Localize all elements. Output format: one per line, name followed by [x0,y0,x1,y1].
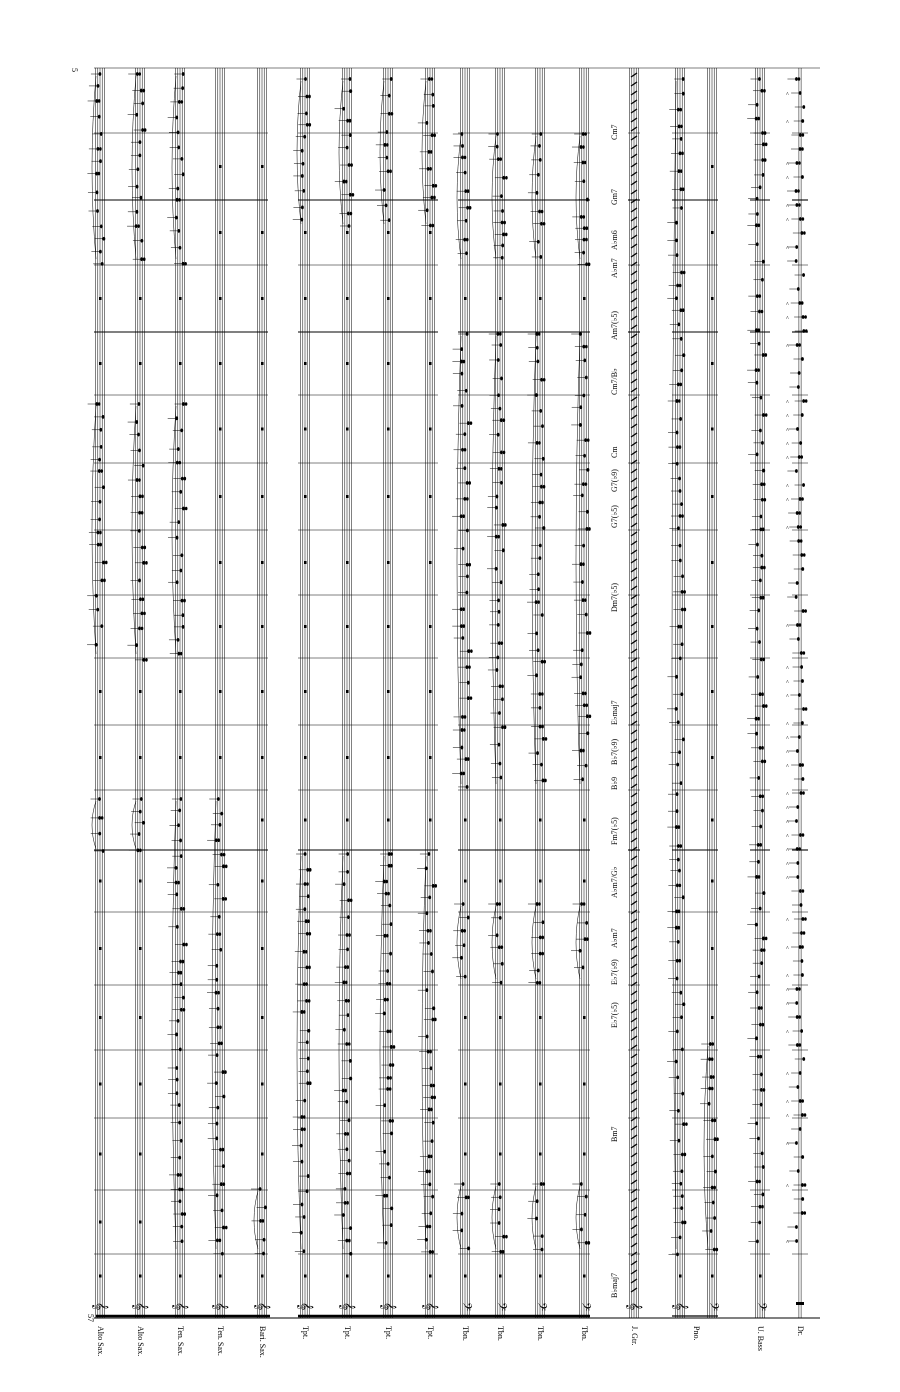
svg-text:^: ^ [786,764,789,770]
svg-text:^: ^ [786,792,789,798]
instrument-label: Tpt. [384,1326,393,1340]
svg-text:^: ^ [786,806,789,812]
svg-text:^: ^ [786,666,789,672]
svg-text:𝄞: 𝄞 [297,1302,313,1311]
svg-text:𝄞: 𝄞 [380,1302,396,1311]
staves [96,68,802,1318]
svg-text:^: ^ [786,414,789,420]
svg-text:^: ^ [786,428,789,434]
svg-text:𝄞: 𝄞 [212,1302,228,1311]
svg-text:𝄞: 𝄞 [626,1302,642,1311]
svg-text:^: ^ [786,120,789,126]
svg-text:𝄞: 𝄞 [132,1302,148,1311]
chord-symbol: Cm [610,446,619,458]
svg-text:^: ^ [786,1100,789,1106]
svg-text:^: ^ [786,400,789,406]
instrument-label: J. Gtr. [630,1326,639,1346]
svg-text:^: ^ [786,526,789,532]
chord-symbol: G7(♭5) [610,505,619,528]
chord-symbol: E♭maj7 [610,700,619,725]
instrument-label: Alto Sax. [136,1326,145,1357]
svg-text:𝄢: 𝄢 [752,1302,768,1312]
svg-text:^: ^ [786,848,789,854]
svg-text:^: ^ [786,1184,789,1190]
instrument-label: Tpt. [343,1326,352,1340]
svg-text:𝄞: 𝄞 [339,1302,355,1311]
measure-number: 57 [86,1314,95,1322]
instrument-label: Ten. Sax. [176,1326,185,1356]
chord-symbol: Bm7 [610,1126,619,1142]
svg-text:^: ^ [786,834,789,840]
svg-text:^: ^ [786,722,789,728]
svg-text:^: ^ [786,162,789,168]
instrument-label: Bari. Sax. [258,1326,267,1358]
svg-text:^: ^ [786,1030,789,1036]
svg-text:𝄢: 𝄢 [492,1302,508,1312]
chord-symbol: B♭7(♭9) [610,738,619,765]
svg-text:^: ^ [786,1072,789,1078]
svg-text:^: ^ [786,624,789,630]
notation-marks [87,72,808,1311]
svg-text:^: ^ [786,736,789,742]
staff [461,68,470,1318]
svg-text:^: ^ [786,876,789,882]
svg-text:𝄞: 𝄞 [254,1302,270,1311]
instrument-label: Tpt. [301,1326,310,1340]
svg-text:^: ^ [786,1002,789,1008]
chord-symbol: G7(♭9) [610,469,619,492]
svg-text:^: ^ [786,246,789,252]
svg-text:𝄢: 𝄢 [457,1302,473,1312]
chord-symbol: E♭7(♭5) [610,1002,619,1028]
barlines [94,133,808,1254]
svg-text:^: ^ [786,204,789,210]
chord-symbol: Dm7(♭5) [610,582,619,612]
svg-text:^: ^ [786,1114,789,1120]
page-number: 5 [70,68,79,72]
svg-text:𝄞: 𝄞 [422,1302,438,1311]
svg-text:^: ^ [786,946,789,952]
svg-text:^: ^ [786,974,789,980]
staff [496,68,505,1318]
instrument-label: Tbn. [580,1326,589,1341]
chord-symbol: B♭9 [610,776,619,790]
svg-text:^: ^ [786,988,789,994]
svg-text:^: ^ [786,484,789,490]
svg-text:^: ^ [786,498,789,504]
chord-symbol: A♭m7 [610,258,619,278]
instrument-label: Tbn. [496,1326,505,1341]
svg-text:^: ^ [786,862,789,868]
chord-symbol: E♭7(♭9) [610,959,619,985]
svg-text:𝄞: 𝄞 [92,1302,108,1311]
chord-symbol: Cm7 [610,124,619,140]
svg-text:^: ^ [786,456,789,462]
svg-text:^: ^ [786,694,789,700]
instrument-label: Dr. [796,1326,805,1336]
chord-symbol: A♭m7 [610,928,619,948]
instrument-label: Tpt. [426,1326,435,1340]
chord-symbol: Cm7/B♭ [610,368,619,395]
svg-text:^: ^ [786,918,789,924]
svg-text:^: ^ [786,176,789,182]
chord-symbol: Fm7(♭5) [610,817,619,845]
svg-text:^: ^ [786,92,789,98]
instrument-label: Tbn. [461,1326,470,1341]
chord-symbol: A♭m7/G♭ [610,866,619,898]
svg-text:^: ^ [786,442,789,448]
svg-text:^: ^ [786,680,789,686]
svg-text:^: ^ [786,302,789,308]
instrument-label: Ten. Sax. [216,1326,225,1356]
svg-text:^: ^ [786,344,789,350]
chord-symbol: B♭maj7 [610,1272,619,1298]
svg-text:^: ^ [786,1240,789,1246]
chord-symbol: Am7(♭5) [610,310,619,340]
instrument-label: Tbn. [536,1326,545,1341]
instrument-label: Pno. [692,1326,701,1341]
chord-symbol: A♭m6 [610,230,619,250]
svg-text:^: ^ [786,218,789,224]
svg-text:𝄞: 𝄞 [672,1302,688,1311]
svg-text:^: ^ [786,750,789,756]
instrument-label: Alto Sax. [96,1326,105,1357]
svg-text:^: ^ [786,820,789,826]
svg-text:^: ^ [786,1142,789,1148]
svg-text:^: ^ [786,316,789,322]
svg-text:𝄢: 𝄢 [576,1302,592,1312]
svg-text:𝄢: 𝄢 [704,1302,720,1312]
instrument-label: U. Bass [756,1326,765,1351]
svg-text:𝄢: 𝄢 [532,1302,548,1312]
svg-text:𝄞: 𝄞 [172,1302,188,1311]
chord-symbol: Gm7 [610,189,619,205]
